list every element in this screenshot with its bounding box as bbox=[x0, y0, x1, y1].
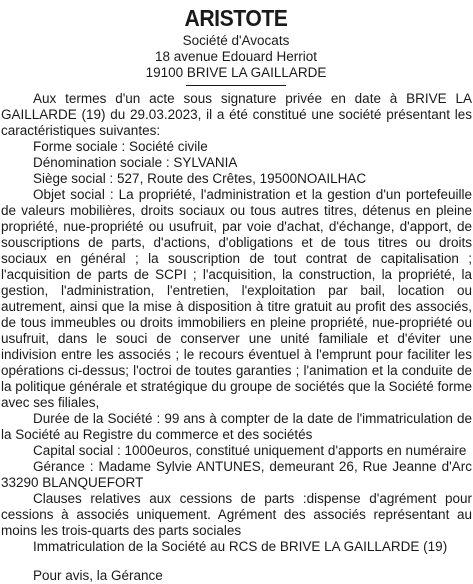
company-duration: Durée de la Société : 99 ans à compter de la date de l'immatriculation de la Société au Registre du commerce et des sociétés bbox=[1, 411, 472, 442]
registered-office: Siège social : 527, Route des Crêtes, 19500NOAILHAC bbox=[33, 171, 367, 186]
address-line-2: 19100 BRIVE LA GAILLARDE bbox=[145, 65, 327, 80]
signature-line: Pour avis, la Gérance bbox=[33, 568, 163, 583]
legal-notice bbox=[0, 5, 473, 583]
company-name: Dénomination sociale : SYLVANIA bbox=[33, 155, 238, 170]
firm-name: Société d'Avocats bbox=[182, 33, 290, 48]
intro-paragraph: Aux termes d'un acte sous signature privée en date à BRIVE LA GAILLARDE (19) du 29.03.2023, il a été constitué une société présentant les caractéristiques suivantes: bbox=[1, 91, 472, 138]
legal-form: Forme sociale : Société civile bbox=[33, 139, 208, 154]
share-transfer-clauses: Clauses relatives aux cessions de parts :dispense d'agrément pour cessions à associés uniquement. Agrément des associés représentant au moins les trois-quarts des parts sociales bbox=[1, 491, 472, 538]
address-line-1: 18 avenue Edouard Herriot bbox=[154, 49, 318, 64]
header-divider bbox=[186, 85, 286, 86]
notice-body bbox=[0, 91, 472, 584]
notice-title: ARISTOTE bbox=[184, 5, 288, 31]
registration: Immatriculation de la Société au RCS de BRIVE LA GAILLARDE (19) bbox=[33, 539, 448, 554]
corporate-purpose: Objet social : La propriété, l'administration et la gestion d'un portefeuille de valeurs mobilières, droits sociaux ou tous autres titres, détenus en pleine propriété, nue-propriété ou usufruit, par voie d'achat, d'échange, d'apport, de souscriptions de parts, d'actions, d'obligations et de tous titres ou droits sociaux en général ; la souscription de tout contrat de capitalisation ; l'acquisition de parts de SCPI ; l'acquisition, la construction, la propriété, la gestion, l'administration, l'entretien, l'exploitation par bail, location ou autrement, ainsi que la mise à disposition à titre gratuit au profit des associés, de tous immeubles ou droits immobiliers en pleine propriété, nue-propriété ou usufruit, dans le souci de conserver une unité familiale et d'éviter une indivision entre les associés ; le recours éventuel à l'emprunt pour faciliter les opérations ci-dessus; l'octroi de toutes garanties ; l'animation et la conduite de la politique générale et stratégique du groupe de sociétés que la Société forme avec ses filiales, bbox=[1, 187, 472, 410]
share-capital: Capital social : 1000euros, constitué uniquement d'apports en numéraire bbox=[33, 443, 467, 458]
management: Gérance : Madame Sylvie ANTUNES, demeurant 26, Rue Jeanne d'Arc 33290 BLANQUEFORT bbox=[1, 459, 472, 490]
